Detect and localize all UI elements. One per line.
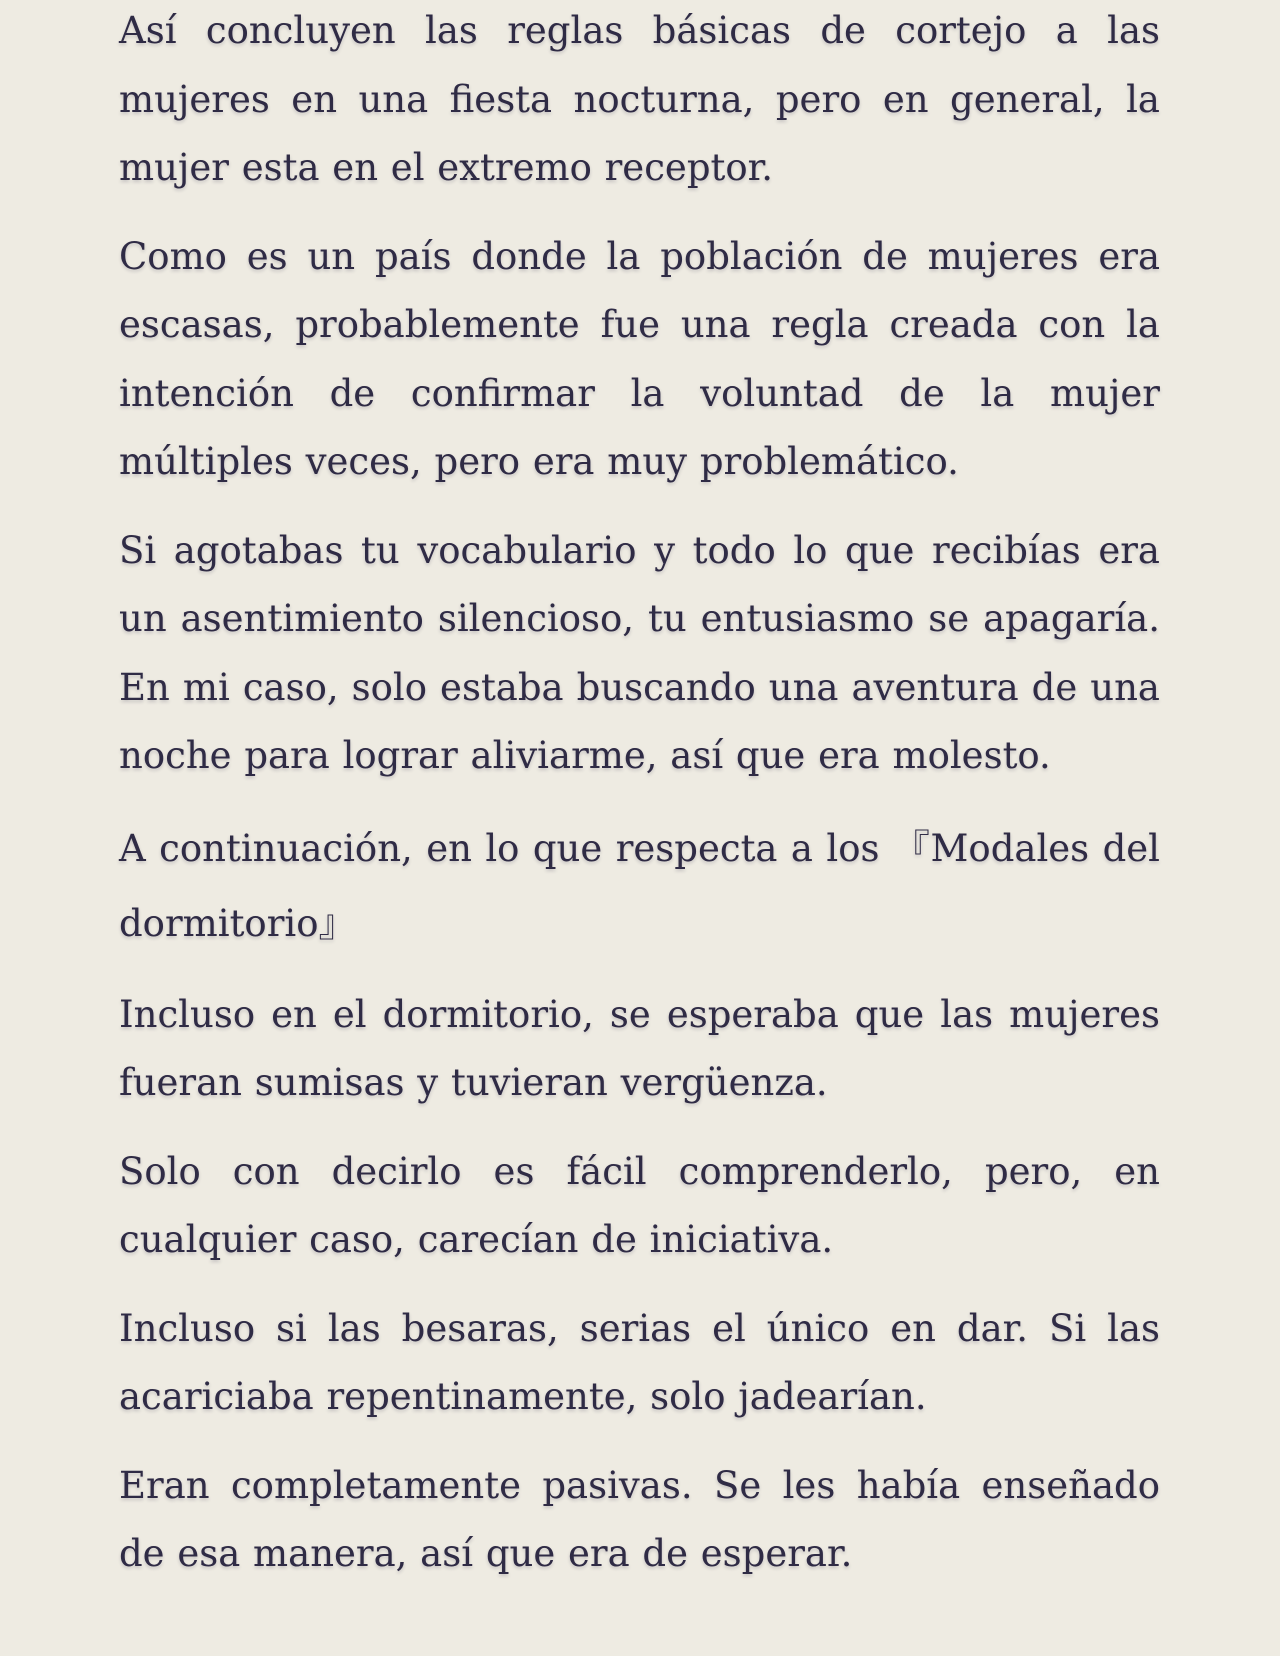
paragraph-5: Incluso en el dormitorio, se esperaba que las mujeres fueran sumisas y tuvieran vergüenza. — [119, 992, 1160, 1104]
chapter-text — [119, 0, 1160, 1609]
paragraph-4: A continuación, en lo que respecta a los 『Modales del dormitorio』 — [119, 826, 1160, 945]
paragraph-6: Solo con decirlo es fácil comprenderlo, pero, en cualquier caso, carecían de iniciativa. — [119, 1149, 1160, 1261]
paragraph-1: Así concluyen las reglas básicas de cortejo a las mujeres en una fiesta nocturna, pero en general, la mujer esta en el extremo receptor. — [119, 9, 1160, 189]
paragraph-3: Si agotabas tu vocabulario y todo lo que recibías era un asentimiento silencioso, tu entusiasmo se apagaría. En mi caso, solo estaba buscando una aventura de una noche para lograr aliviarme, así que era molesto. — [119, 528, 1160, 777]
paragraph-2: Como es un país donde la población de mujeres era escasas, probablemente fue una regla creada con la intención de confirmar la voluntad de la mujer múltiples veces, pero era muy problemático. — [119, 234, 1160, 483]
paragraph-7: Incluso si las besaras, serias el único en dar. Si las acariciaba repentinamente, solo jadearían. — [119, 1306, 1160, 1418]
paragraph-8: Eran completamente pasivas. Se les había enseñado de esa manera, así que era de esperar. — [119, 1463, 1160, 1575]
